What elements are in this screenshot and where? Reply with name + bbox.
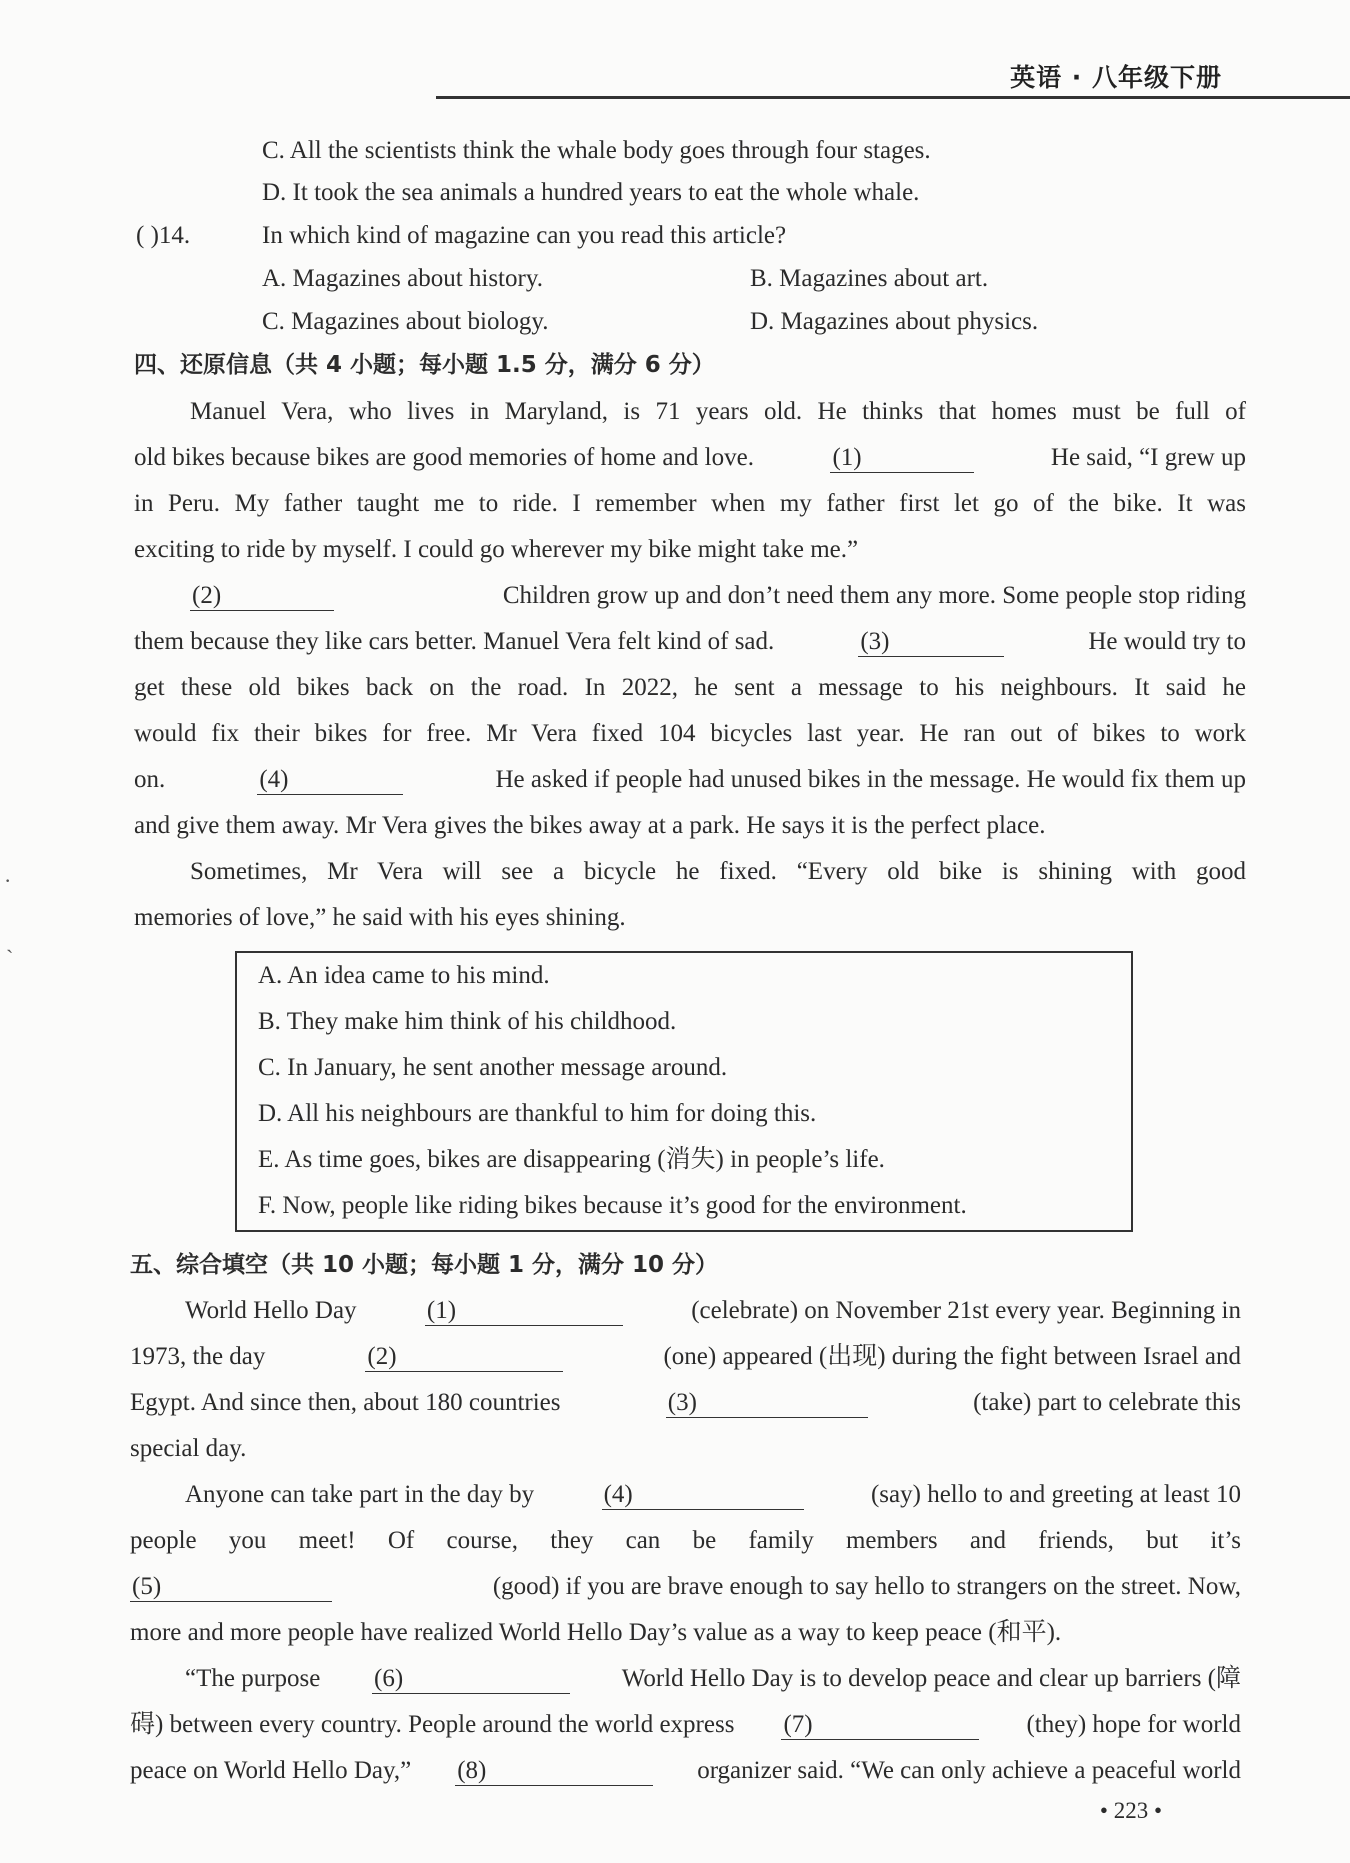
s5-line3-text-b: (take) part to celebrate this [973,1389,1241,1416]
option-d: D. All his neighbours are thankful to him for doing this. [258,1100,817,1127]
s5-line9 [185,1664,1241,1694]
page-number: • 223 • [1099,1798,1162,1823]
s5-line1-text-a: World Hello Day [185,1297,357,1324]
s4-blank-3[interactable]: (3) [858,628,1004,657]
s4-p3-line1: Sometimes, Mr Vera will see a bicycle he fixed. “Every old bike is shining with good [190,858,1246,885]
s5-line5-text-a: Anyone can take part in the day by [185,1481,535,1508]
header-rule [436,96,1350,99]
s4-p2-line5-text-a: on. [134,766,166,793]
s5-line3 [130,1388,1241,1418]
s5-line5 [185,1480,1241,1510]
s4-p1-line2-text-a: old bikes because bikes are good memories of home and love. [134,444,754,471]
options-box [235,951,1133,1232]
s4-p2-line2-text-a: them because they like cars better. Manuel Vera felt kind of sad. [134,628,775,655]
edge-mark-2: ` [6,945,14,970]
section4-heading: 四、还原信息（共 4 小题；每小题 1.5 分，满分 6 分） [134,352,715,378]
s4-p2-line5 [134,765,1246,795]
q14-stem: In which kind of magazine can you read this article? [262,222,787,249]
s4-p2-line4: would fix their bikes for free. Mr Vera fixed 104 bicycles last year. He ran out of bikes to work [134,720,1246,747]
q13-option-c: C. All the scientists think the whale body goes through four stages. [262,137,931,164]
q14-option-b: B. Magazines about art. [750,265,989,292]
s4-blank-1[interactable]: (1) [830,444,974,473]
s5-line11-text-a: peace on World Hello Day,” [130,1757,412,1784]
s4-p2-line6: and give them away. Mr Vera gives the bikes away at a park. He says it is the perfect place. [134,812,1046,839]
q14-option-a: A. Magazines about history. [262,265,543,292]
s5-blank-8[interactable]: (8) [455,1757,653,1786]
s4-p2-line3: get these old bikes back on the road. In 2022, he sent a message to his neighbours. It said he [134,674,1246,701]
s5-line11-text-b: organizer said. “We can only achieve a peaceful world [697,1757,1241,1784]
s5-line2 [130,1342,1241,1372]
s5-blank-4[interactable]: (4) [602,1481,804,1510]
s5-blank-5[interactable]: (5) [130,1573,332,1602]
s5-line7-text: (good) if you are brave enough to say hello to strangers on the street. Now, [492,1573,1241,1600]
section5-heading: 五、综合填空（共 10 小题；每小题 1 分，满分 10 分） [130,1252,719,1278]
q14-option-c: C. Magazines about biology. [262,308,549,335]
s5-line10-text-a: 碍) between every country. People around the world express [130,1711,735,1738]
s5-line2-text-b: (one) appeared (出现) during the fight between Israel and [663,1343,1241,1370]
s5-line11 [130,1756,1241,1786]
q14-option-d: D. Magazines about physics. [750,308,1039,335]
s5-line9-text-b: World Hello Day is to develop peace and clear up barriers (障 [621,1665,1241,1692]
s4-p2-line2 [134,627,1246,657]
q14-answer-bracket[interactable]: ( )14. [136,222,191,249]
s4-p1-line3: in Peru. My father taught me to ride. I remember when my father first let go of the bike. It was [134,490,1246,517]
s5-line7 [130,1572,1241,1602]
s4-blank-2[interactable]: (2) [190,582,334,611]
s5-line4: special day. [130,1435,247,1462]
s5-line9-text-a: “The purpose [185,1665,321,1692]
s4-p3-line2: memories of love,” he said with his eyes shining. [134,904,626,931]
s5-line10-text-b: (they) hope for world [1026,1711,1241,1738]
s5-blank-7[interactable]: (7) [781,1711,979,1740]
s5-line8: more and more people have realized World Hello Day’s value as a way to keep peace (和平). [130,1619,1062,1646]
option-e: E. As time goes, bikes are disappearing (消失) in people’s life. [258,1146,885,1173]
option-f: F. Now, people like riding bikes because it’s good for the environment. [258,1192,967,1219]
s5-blank-1[interactable]: (1) [425,1297,623,1326]
s4-p2-line1 [190,581,1246,611]
s5-blank-3[interactable]: (3) [666,1389,868,1418]
s5-line6: people you meet! Of course, they can be family members and friends, but it’s [130,1527,1241,1554]
s5-line1 [185,1296,1241,1326]
s4-p1-line4: exciting to ride by myself. I could go wherever my bike might take me.” [134,536,859,563]
s4-p2-line1-text: Children grow up and don’t need them any more. Some people stop riding [502,582,1246,609]
edge-mark-1: · [4,868,12,893]
s4-p2-line2-text-b: He would try to [1088,628,1246,655]
s5-line5-text-b: (say) hello to and greeting at least 10 [870,1481,1241,1508]
option-b: B. They make him think of his childhood. [258,1008,677,1035]
s4-p2-line5-text-b: He asked if people had unused bikes in the message. He would fix them up [495,766,1246,793]
s5-blank-2[interactable]: (2) [365,1343,563,1372]
s4-p1-line2 [134,443,1246,473]
s4-p1-line2-text-b: He said, “I grew up [1050,444,1246,471]
s4-blank-4[interactable]: (4) [257,766,403,795]
s5-line1-text-b: (celebrate) on November 21st every year. Beginning in [691,1297,1241,1324]
q13-option-d: D. It took the sea animals a hundred years to eat the whole whale. [262,179,920,206]
s5-line10 [130,1710,1241,1740]
s5-blank-6[interactable]: (6) [372,1665,570,1694]
running-header-title: 英语 · 八年级下册 [1010,63,1222,92]
s5-line2-text-a: 1973, the day [130,1343,266,1370]
option-a: A. An idea came to his mind. [258,962,550,989]
s4-p1-line1: Manuel Vera, who lives in Maryland, is 71 years old. He thinks that homes must be full of [190,398,1246,425]
s5-line3-text-a: Egypt. And since then, about 180 countries [130,1389,561,1416]
option-c: C. In January, he sent another message around. [258,1054,728,1081]
